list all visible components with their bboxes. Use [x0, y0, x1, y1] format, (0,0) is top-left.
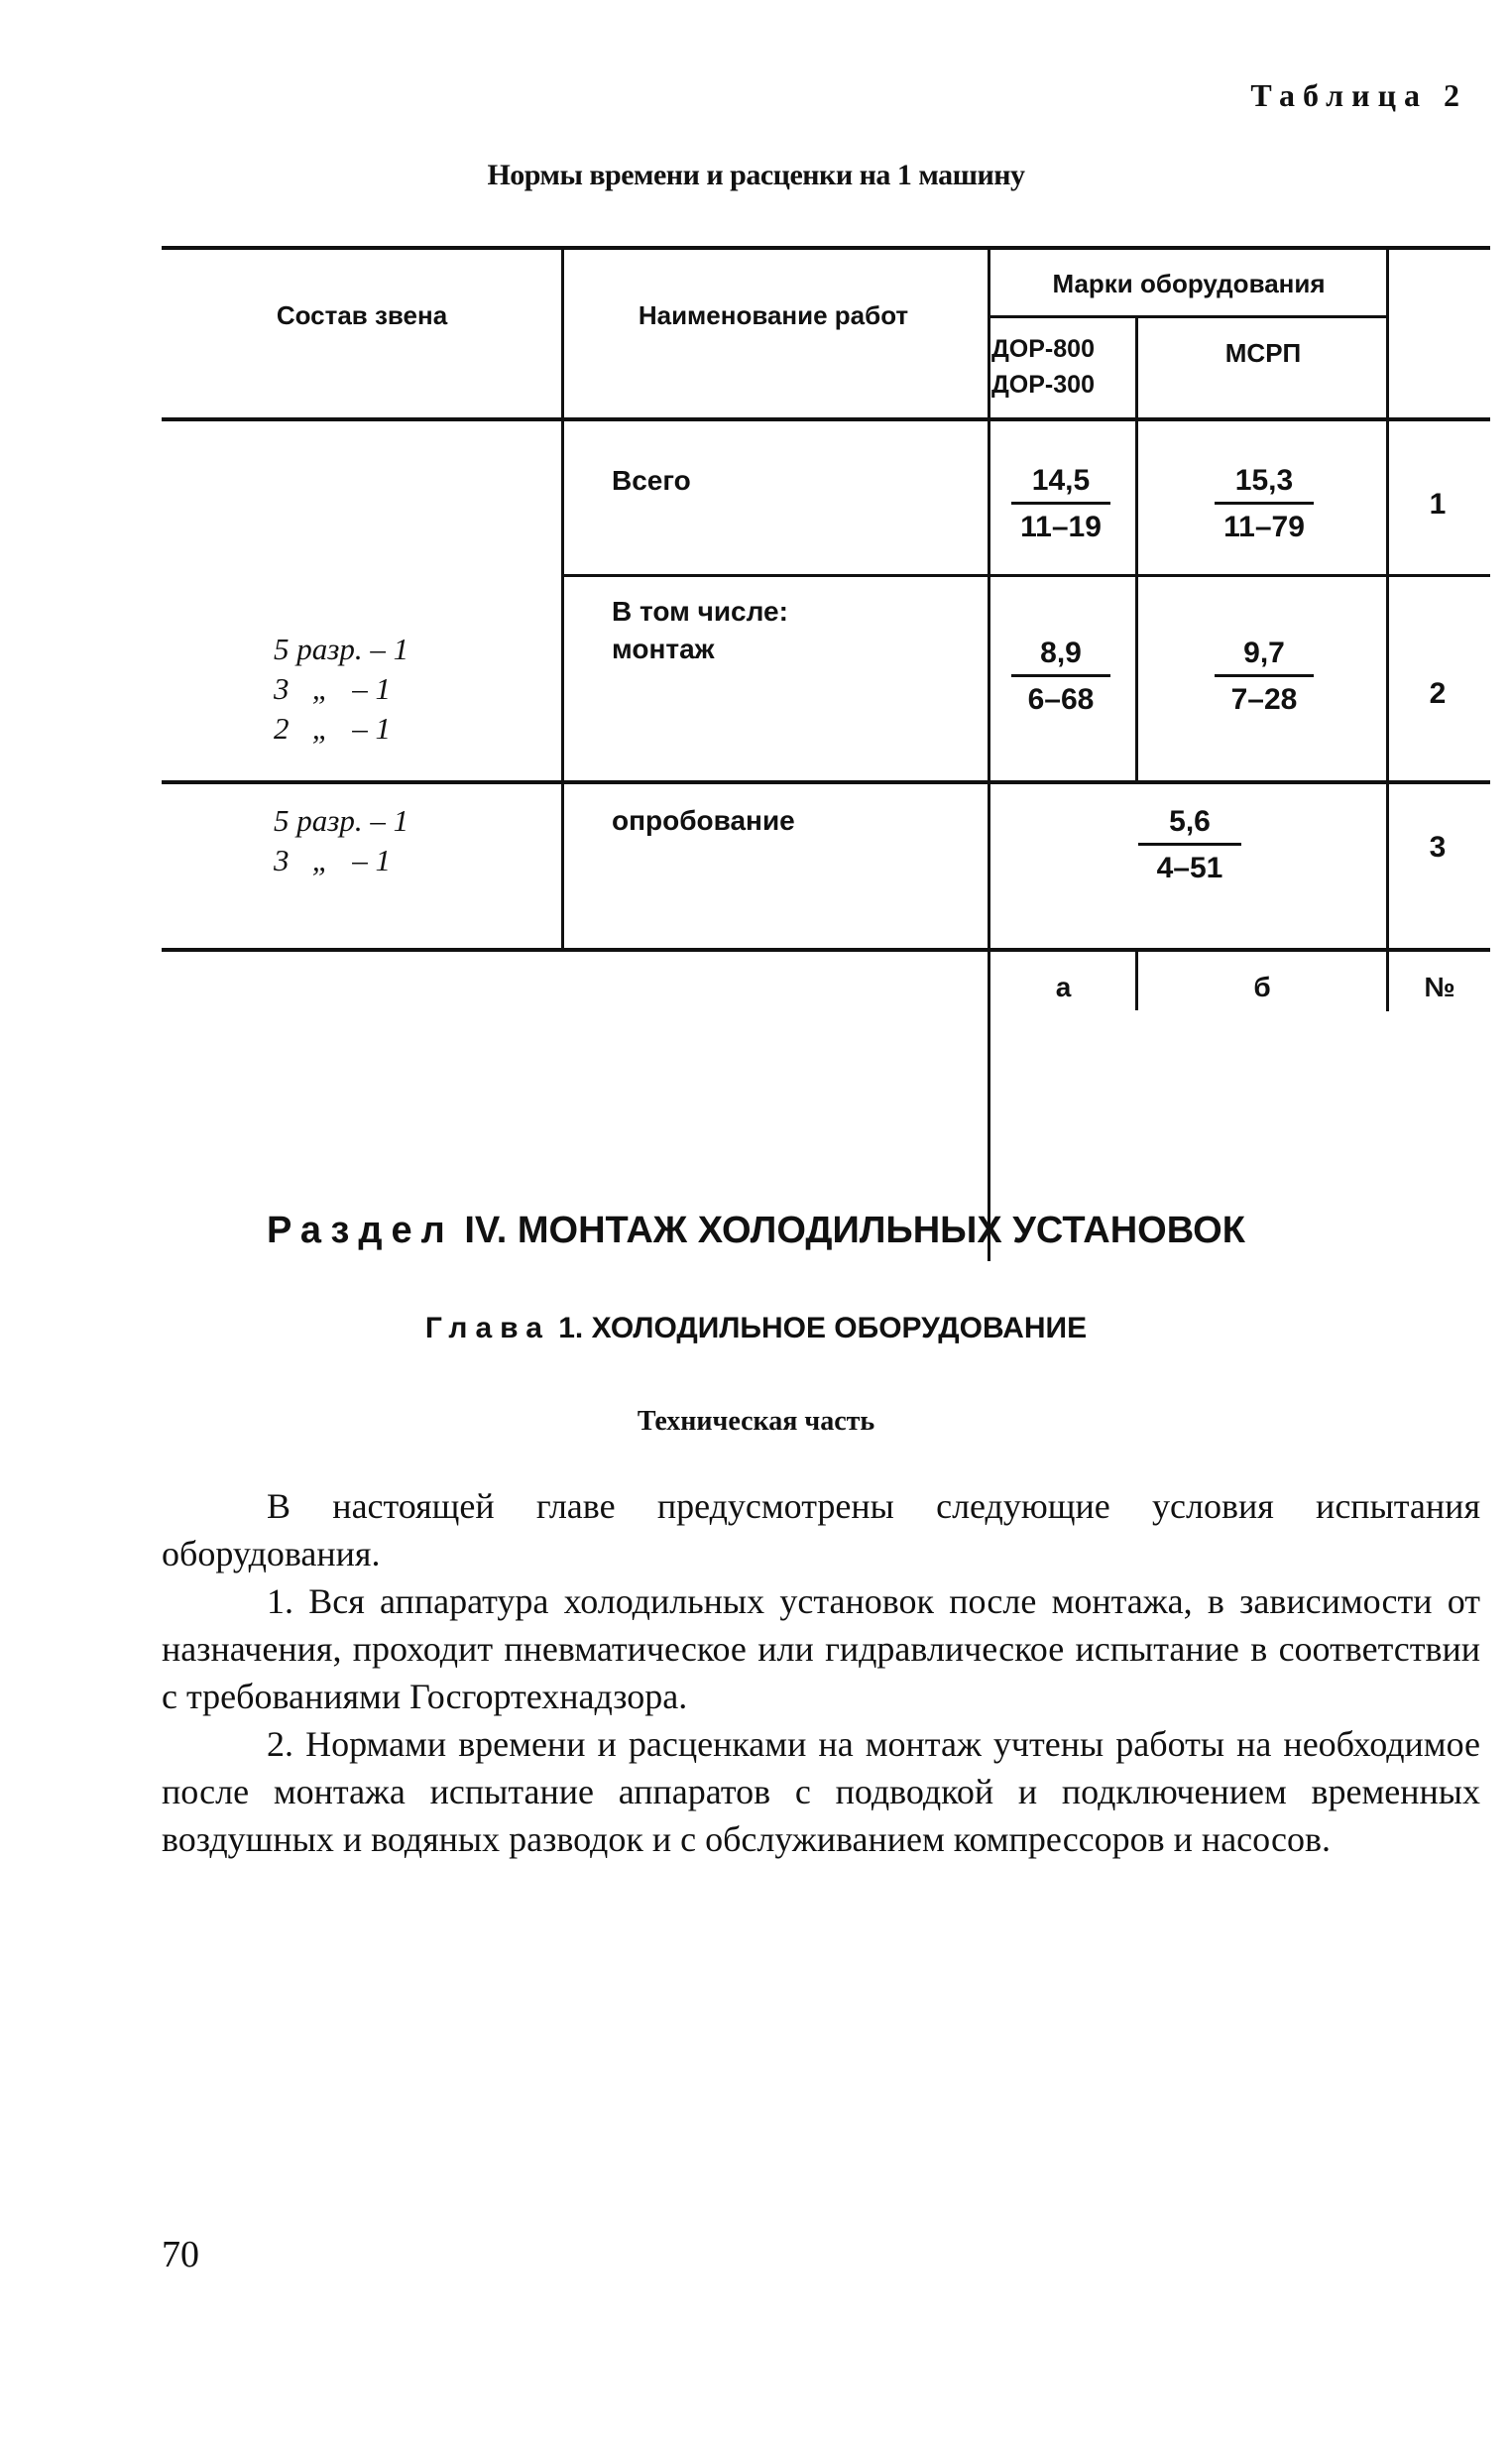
footer-col-num: №	[1424, 972, 1455, 1002]
header-col-b: МСРП	[1224, 338, 1302, 368]
col-divider-num	[1386, 248, 1389, 1011]
row3-work: опробование	[612, 805, 795, 836]
row2-a-value	[1001, 635, 1120, 719]
equipment-subheader-rule	[989, 315, 1388, 318]
section-name: IV. МОНТАЖ ХОЛОДИЛЬНЫХ УСТАНОВОК	[464, 1210, 1245, 1251]
row1-a-value	[1001, 462, 1120, 546]
paragraph: 1. Вся аппаратура холодильных установок после монтажа, в зависимости от назначения, проходит пневматическое или гидравлическое испытание в соответствии с требованиями Госгортехнадзора.	[162, 1581, 1480, 1716]
row2-b-norm: 9,7	[1243, 637, 1285, 669]
header-col-a: ДОР-800 ДОР-300	[991, 335, 1095, 399]
row3-price: 4–51	[1156, 852, 1223, 884]
row3-crew: 5 разр. – 1 3 „ – 1	[274, 803, 409, 877]
row2-a-norm: 8,9	[1040, 637, 1082, 669]
table-top-rule	[162, 246, 1490, 250]
section-prefix: Раздел	[267, 1210, 454, 1251]
fraction-bar	[1215, 674, 1314, 677]
chapter-title	[0, 1312, 1512, 1345]
fraction-bar	[1215, 502, 1314, 505]
row2-bottom-rule	[162, 780, 1490, 784]
header-work: Наименование работ	[638, 300, 909, 330]
footer-col-a: а	[1055, 972, 1072, 1002]
body-text	[162, 1482, 1480, 1863]
chapter-name: 1. ХОЛОДИЛЬНОЕ ОБОРУДОВАНИЕ	[558, 1312, 1088, 1344]
row2-b-value	[1205, 635, 1324, 719]
row1-b-price: 11–79	[1223, 511, 1305, 543]
row1-work: Всего	[612, 465, 691, 496]
row1-bottom-rule	[562, 574, 1490, 577]
table-title: Нормы времени и расценки на 1 машину	[487, 159, 1025, 191]
paragraph: В настоящей главе предусмотрены следующие условия испытания оборудования.	[162, 1486, 1480, 1573]
row1-b-norm: 15,3	[1234, 464, 1294, 497]
col-divider-work	[988, 248, 990, 1261]
footer-col-b: б	[1253, 972, 1271, 1002]
paragraph: 2. Нормами времени и расценками на монтаж учтены работы на необходимое после монтажа испытание аппаратов с подводкой и подключением временных воздушных и водяных разводок и с обслуживанием компрессоров и насосов.	[162, 1724, 1480, 1859]
row2-a-price: 6–68	[1027, 683, 1095, 716]
table-label: Таблица 2	[1250, 77, 1467, 113]
subsection-title: Техническая часть	[637, 1406, 875, 1437]
header-equipment: Марки оборудования	[1052, 269, 1326, 298]
fraction-bar	[1011, 674, 1110, 677]
table-bottom-rule	[162, 948, 1490, 952]
col-divider-a-b	[1135, 317, 1138, 782]
row1-a-norm: 14,5	[1031, 464, 1091, 497]
fraction-bar	[1138, 843, 1241, 846]
section-title	[0, 1210, 1512, 1252]
col-divider-crew	[561, 248, 564, 950]
row1-a-price: 11–19	[1020, 511, 1102, 543]
page-number: 70	[162, 2234, 199, 2275]
row2-number: 2	[1429, 677, 1447, 710]
row1-number: 1	[1429, 488, 1447, 521]
header-bottom-rule	[162, 417, 1490, 421]
row3-value	[1125, 803, 1254, 887]
row2-crew: 5 разр. – 1 3 „ – 1 2 „ – 1	[274, 632, 409, 746]
chapter-prefix: Глава	[424, 1312, 550, 1344]
row2-b-price: 7–28	[1230, 683, 1298, 716]
header-crew: Состав звена	[276, 300, 448, 330]
row3-norm: 5,6	[1169, 805, 1211, 838]
row1-b-value	[1205, 462, 1324, 546]
row3-number: 3	[1429, 831, 1447, 864]
row2-work: В том числе: монтаж	[612, 596, 788, 664]
fraction-bar	[1011, 502, 1110, 505]
